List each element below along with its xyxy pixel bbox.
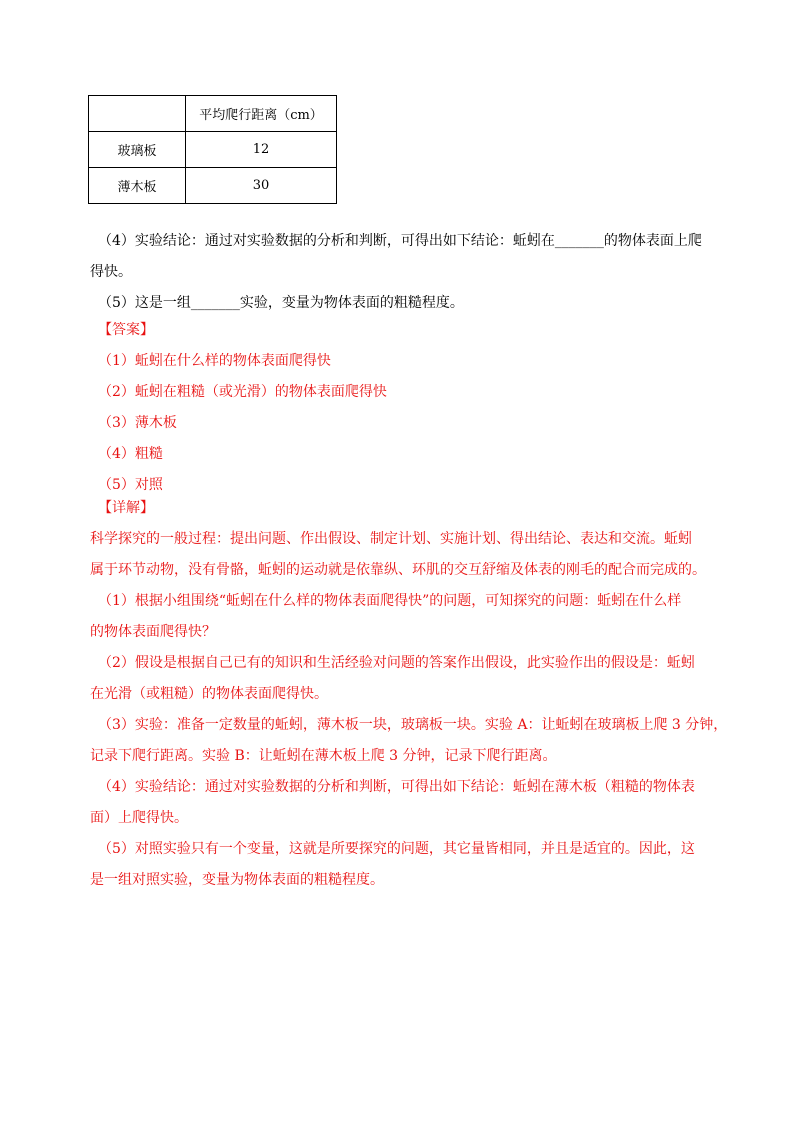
explanation-block <box>90 493 728 896</box>
table-row-value: 30 <box>186 168 337 204</box>
table-header-cell: 平均爬行距离（cm） <box>186 96 337 132</box>
table-header-row <box>89 96 337 132</box>
question-4-line-1: （4）实验结论：通过对实验数据的分析和判断，可得出如下结论：蚯蚓在_______的物体表面上爬 <box>98 233 702 249</box>
answer-heading: 【答案】 <box>98 322 154 338</box>
explanation-line: 是一组对照实验，变量为物体表面的粗糙程度。 <box>90 872 384 888</box>
table-row-label: 玻璃板 <box>89 132 186 168</box>
table-header-cell <box>89 96 186 132</box>
distance-table <box>88 95 337 204</box>
explanation-heading: 【详解】 <box>98 500 154 516</box>
question-5: （5）这是一组_______实验，变量为物体表面的粗糙程度。 <box>98 295 464 311</box>
explanation-line: （3）实验：准备一定数量的蚯蚓，薄木板一块，玻璃板一块。实验 A：让蚯蚓在玻璃板上爬 3 分钟， <box>98 717 728 733</box>
answer-item: （4）粗糙 <box>98 446 163 462</box>
table-row <box>89 132 337 168</box>
table-row-value: 12 <box>186 132 337 168</box>
explanation-line: （2）假设是根据自己已有的知识和生活经验对问题的答案作出假设，此实验作出的假设是：蚯蚓 <box>98 655 695 671</box>
table-row <box>89 168 337 204</box>
answer-item: （5）对照 <box>98 477 163 493</box>
explanation-line: （1）根据小组围绕“蚯蚓在什么样的物体表面爬得快”的问题，可知探究的问题：蚯蚓在什么样 <box>98 593 682 609</box>
explanation-line: 在光滑（或粗糙）的物体表面爬得快。 <box>90 686 328 702</box>
explanation-line: （4）实验结论：通过对实验数据的分析和判断，可得出如下结论：蚯蚓在薄木板（粗糙的物体表 <box>98 779 695 795</box>
explanation-line: 科学探究的一般过程：提出问题、作出假设、制定计划、实施计划、得出结论、表达和交流。蚯蚓 <box>90 531 692 547</box>
answer-item: （3）薄木板 <box>98 415 177 431</box>
explanation-line: （5）对照实验只有一个变量，这就是所要探究的问题，其它量皆相同，并且是适宜的。因此，这 <box>98 841 695 857</box>
table-row-label: 薄木板 <box>89 168 186 204</box>
explanation-line: 记录下爬行距离。实验 B：让蚯蚓在薄木板上爬 3 分钟，记录下爬行距离。 <box>90 748 557 764</box>
questions-block <box>90 226 708 319</box>
answer-block <box>98 315 708 501</box>
explanation-line: 面）上爬得快。 <box>90 810 188 826</box>
question-4-line-2: 得快。 <box>90 264 132 280</box>
answer-item: （2）蚯蚓在粗糙（或光滑）的物体表面爬得快 <box>98 384 387 400</box>
explanation-line: 的物体表面爬得快？ <box>90 624 216 640</box>
answer-item: （1）蚯蚓在什么样的物体表面爬得快 <box>98 353 331 369</box>
explanation-line: 属于环节动物，没有骨骼，蚯蚓的运动就是依靠纵、环肌的交互舒缩及体表的刚毛的配合而完成的。 <box>90 562 706 578</box>
